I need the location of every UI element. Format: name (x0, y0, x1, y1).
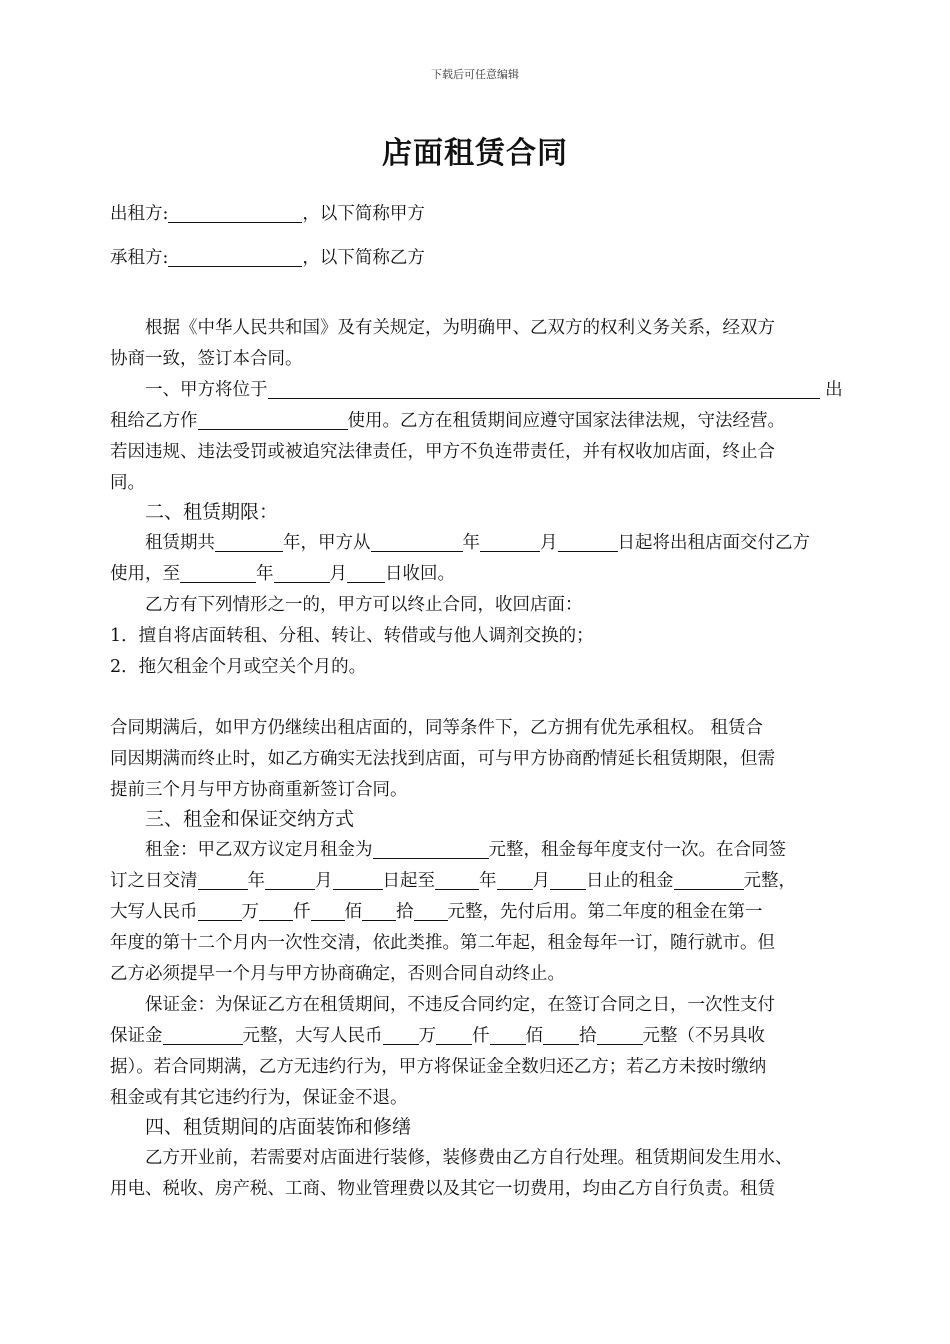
s3-text: 月 (532, 871, 550, 891)
blank[interactable] (333, 870, 383, 889)
lessee-suffix: ，以下简称乙方 (302, 248, 425, 268)
s3-deposit-line-3: 据）。若合同期满，乙方无违约行为，甲方将保证金全数归还乙方；若乙方未按时缴纳 (110, 1057, 767, 1077)
blank[interactable] (265, 870, 315, 889)
end-day-blank[interactable] (347, 563, 385, 582)
renewal-line-1: 合同期满后，如甲方仍继续出租店面的，同等条件下，乙方拥有优先承租权。 租赁合 (110, 718, 764, 738)
lessee-label: 承租方: (110, 248, 169, 268)
s2-text: 使用，至 (110, 564, 180, 584)
s3-text: 仟 (472, 1026, 490, 1046)
s3-text: 年 (247, 871, 265, 891)
start-month-blank[interactable] (480, 532, 540, 551)
s4-line-2: 用电、税收、房产税、工商、物业管理费以及其它一切费用，均由乙方自行负责。租赁 (110, 1179, 775, 1199)
s4-line-1: 乙方开业前，若需要对店面进行装修，装修费由乙方自行处理。租赁期间发生用水、 (145, 1148, 793, 1168)
lessor-line (110, 200, 425, 225)
s2-text: 月 (540, 533, 558, 553)
s1-line-3: 若因违规、违法受罚或被追究法律责任，甲方不负连带责任，并有权收加店面，终止合 (110, 442, 775, 462)
usage-blank[interactable] (198, 410, 348, 429)
intro-line-1: 根据《中华人民共和国》及有关规定，为明确甲、乙双方的权利义务关系，经双方 (145, 318, 775, 338)
s3-text: 佰 (525, 1026, 543, 1046)
renewal-line-3: 提前三个月与甲方协商重新签订合同。 (110, 780, 408, 800)
blank[interactable] (597, 1025, 643, 1044)
end-month-blank[interactable] (274, 563, 330, 582)
lessee-blank[interactable] (168, 247, 302, 266)
lessor-blank[interactable] (168, 203, 302, 222)
lessee-line (110, 244, 425, 269)
s1-line-4: 同。 (110, 473, 145, 493)
blank[interactable] (198, 901, 242, 920)
s2-text: 租赁期共 (145, 533, 215, 553)
s3-rent-line-5: 乙方必须提早一个月与甲方协商确定，否则合同自动终止。 (110, 964, 565, 984)
s3-text: 元整，租金每年度支付一次。在合同签 (488, 840, 786, 860)
s2-heading: 二、租赁期限： (145, 501, 279, 523)
s3-text: 仟 (293, 902, 311, 922)
s3-text: 元整，先付后用。第二年度的租金在第一 (447, 902, 763, 922)
renewal-line-2: 同因期满而终止时，如乙方确实无法找到店面，可与甲方协商酌情延长租赁期限，但需 (110, 749, 775, 769)
s3-text: 万 (241, 902, 259, 922)
s2-line-1 (145, 529, 810, 554)
s1-line-2 (110, 407, 785, 432)
s2-text: 年，甲方从 (283, 533, 371, 553)
blank[interactable] (435, 870, 479, 889)
s1-line-1 (145, 376, 843, 401)
s2-text: 年 (256, 564, 274, 584)
s3-rent-line-3 (110, 898, 763, 923)
s3-text: 元整， (743, 871, 796, 891)
term-years-blank[interactable] (215, 532, 283, 551)
s2-item-2: 2．拖欠租金个月或空关个月的。 (110, 657, 367, 677)
location-blank[interactable] (268, 379, 820, 398)
blank[interactable] (436, 1025, 472, 1044)
blank[interactable] (198, 870, 248, 889)
s1-text: 一、甲方将位于 (145, 380, 268, 400)
blank[interactable] (414, 901, 448, 920)
s4-heading: 四、租赁期间的店面装饰和修缮 (145, 1116, 412, 1138)
s3-text: 大写人民币 (110, 902, 198, 922)
s3-deposit-line-1: 保证金：为保证乙方在租赁期间，不违反合同约定，在签订合同之日，一次性支付 (145, 995, 775, 1015)
blank[interactable] (543, 1025, 579, 1044)
s3-heading: 三、租金和保证交纳方式 (145, 808, 355, 830)
end-year-blank[interactable] (180, 563, 256, 582)
s2-line-3: 乙方有下列情形之一的，甲方可以终止合同，收回店面： (145, 595, 583, 615)
blank[interactable] (550, 870, 586, 889)
intro-line-2: 协商一致，签订本合同。 (110, 349, 303, 369)
blank[interactable] (497, 870, 533, 889)
blank[interactable] (311, 901, 345, 920)
s2-item-1: 1．擅自将店面转租、分租、转让、转借或与他人调剂交换的； (110, 626, 594, 646)
s3-text: 租金：甲乙双方议定月租金为 (145, 840, 373, 860)
s3-text: 日起至 (382, 871, 435, 891)
s3-text: 佰 (344, 902, 362, 922)
s3-text: 保证金 (110, 1026, 163, 1046)
s2-text: 年 (462, 533, 480, 553)
s3-rent-line-4: 年度的第十二个月内一次性交清，依此类推。第二年起，租金每年一订，随行就市。但 (110, 933, 775, 953)
deposit-blank[interactable] (163, 1025, 243, 1044)
document-title: 店面租赁合同 (382, 136, 568, 171)
start-day-blank[interactable] (558, 532, 618, 551)
s2-text: 日收回。 (385, 564, 455, 584)
s2-line-2 (110, 560, 455, 585)
lessor-suffix: ，以下简称甲方 (302, 204, 425, 224)
start-year-blank[interactable] (371, 532, 463, 551)
s3-rent-line-2 (110, 867, 796, 892)
s3-text: 年 (479, 871, 497, 891)
blank[interactable] (362, 901, 396, 920)
s3-rent-line-1 (145, 836, 786, 861)
s1-text: 租给乙方作 (110, 411, 198, 431)
s3-deposit-line-2 (110, 1022, 765, 1047)
s3-text: 日止的租金 (586, 871, 674, 891)
monthly-rent-blank[interactable] (373, 839, 489, 858)
s3-text: 订之日交清 (110, 871, 198, 891)
s1-text: 使用。乙方在租赁期间应遵守国家法律法规，守法经营。 (347, 411, 785, 431)
s3-text: 月 (315, 871, 333, 891)
s3-text: 元整，大写人民币 (242, 1026, 383, 1046)
s3-text: 万 (418, 1026, 436, 1046)
rent-amount-blank[interactable] (674, 870, 744, 889)
blank[interactable] (490, 1025, 526, 1044)
s3-text: 拾 (396, 902, 414, 922)
s1-text: 出 (825, 380, 843, 400)
s3-text: 拾 (579, 1026, 597, 1046)
blank[interactable] (259, 901, 293, 920)
s3-deposit-line-4: 租金或有其它违约行为，保证金不退。 (110, 1088, 408, 1108)
s2-text: 月 (329, 564, 347, 584)
lessor-label: 出租方: (110, 204, 169, 224)
blank[interactable] (383, 1025, 419, 1044)
header-note: 下载后可任意编辑 (431, 68, 519, 81)
s2-text: 日起将出租店面交付乙方 (617, 533, 810, 553)
s3-text: 元整（不另具收 (642, 1026, 765, 1046)
